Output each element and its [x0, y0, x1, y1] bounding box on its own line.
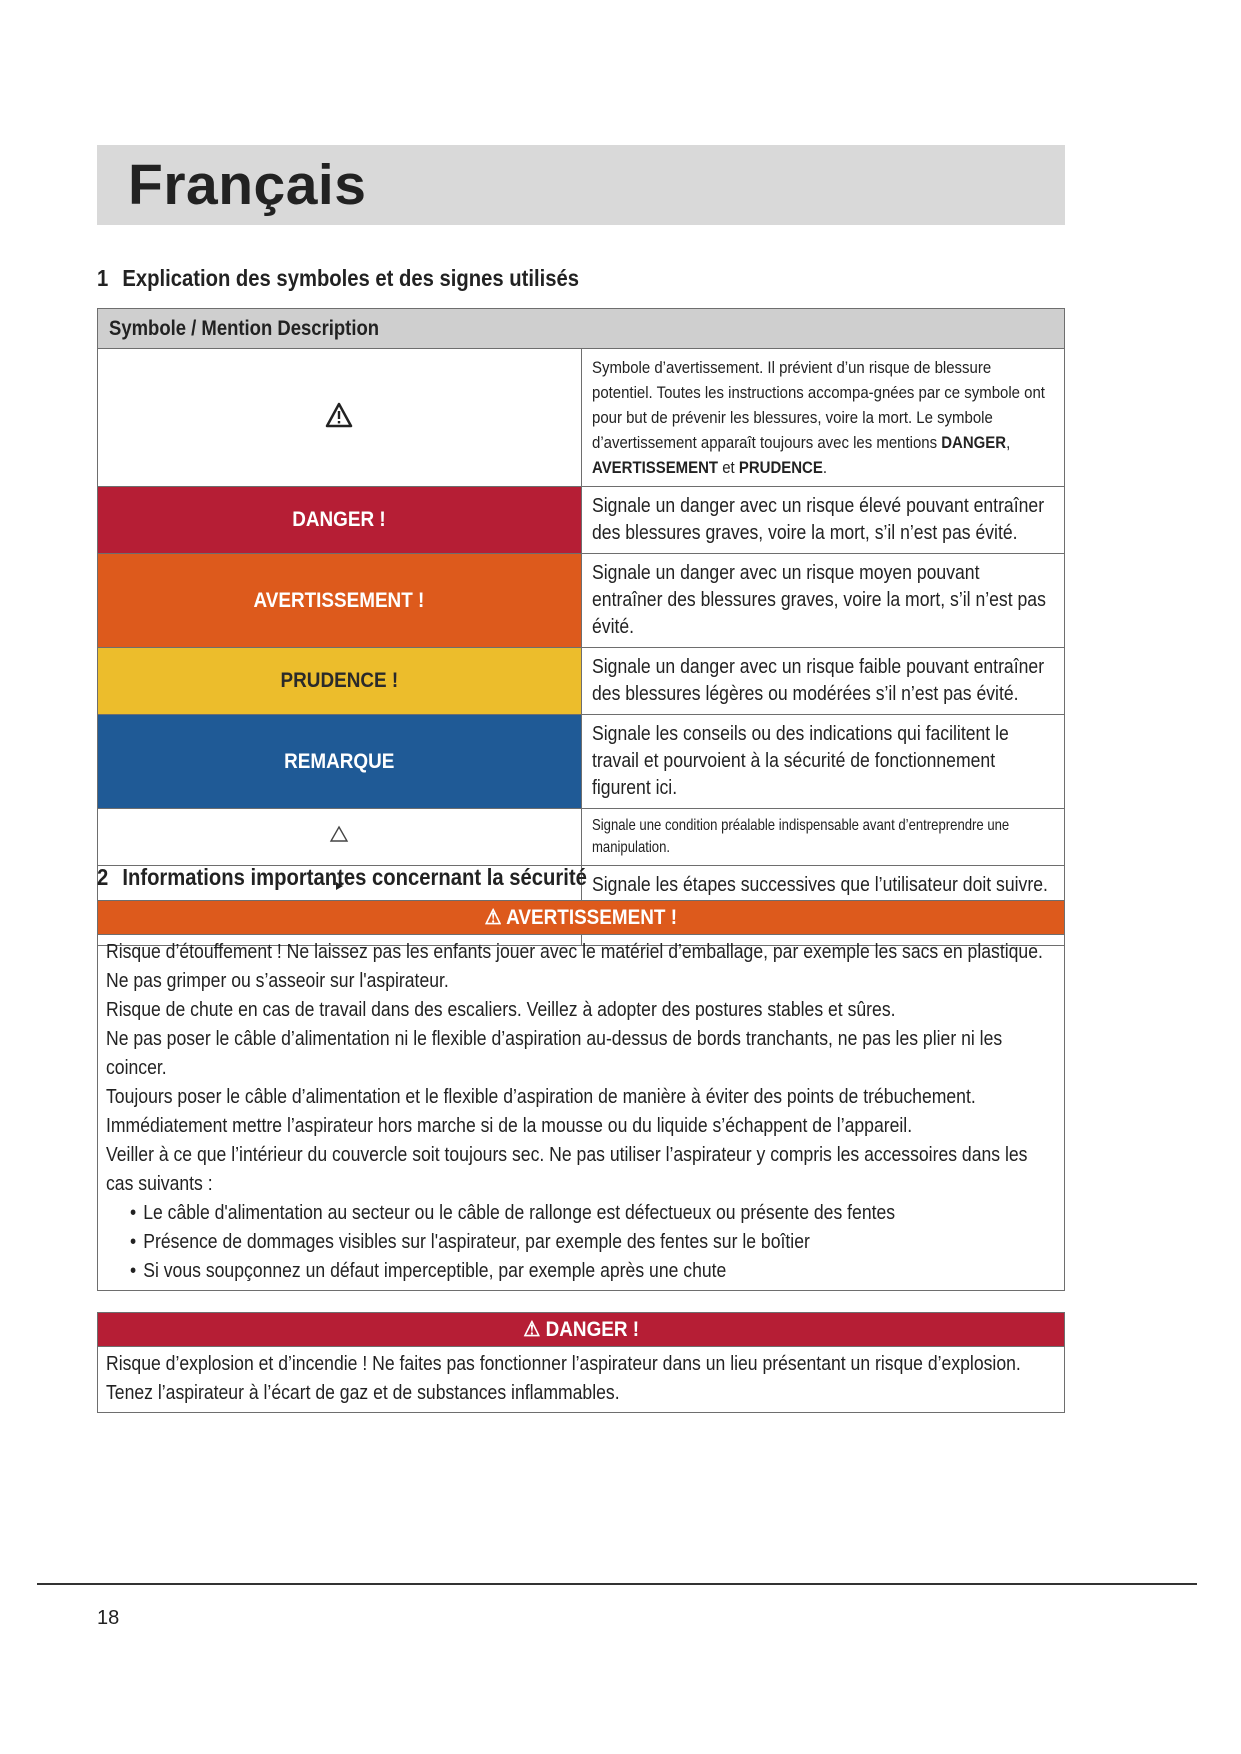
warning-line: Risque d’étouffement ! Ne laissez pas les enfants jouer avec le matériel d’emballage, par exemple les sacs en plastique.: [106, 941, 1043, 963]
symbol-cell: [98, 809, 582, 866]
table-row: [98, 487, 1065, 554]
table-row: [98, 554, 1065, 648]
warning-line: Risque de chute en cas de travail dans des escaliers. Veillez à adopter des postures stables et sûres.: [106, 999, 896, 1021]
footer-divider: [37, 1583, 1197, 1585]
symbols-table: [97, 308, 1065, 946]
caution-label: PRUDENCE !: [280, 669, 399, 692]
warning-line: Ne pas grimper ou s’asseoir sur l'aspirateur.: [106, 970, 449, 992]
warning-line: Veiller à ce que l’intérieur du couvercle soit toujours sec. Ne pas utiliser l’aspirateur y compris les accessoires dans les cas suivants :: [106, 1144, 1028, 1195]
table-header: Symbole / Mention Description: [98, 309, 1065, 349]
description-cell: Signale les conseils ou des indications qui facilitent le travail et pourvoient à la sécurité de fonctionnement figurent ici.: [581, 715, 1065, 809]
table-row: [98, 809, 1065, 866]
danger-box-header: [98, 1313, 1064, 1347]
notice-label: REMARQUE: [284, 749, 395, 773]
section-1-title: Explication des symboles et des signes utilisés: [122, 265, 580, 291]
warning-box-title: ⚠ AVERTISSEMENT !: [484, 906, 678, 929]
section-2-title: Informations importantes concernant la sécurité: [122, 864, 587, 890]
page-title: Français: [128, 153, 367, 217]
description-cell: Signale un danger avec un risque moyen pouvant entraîner des blessures graves, voire la mort, s’il n’est pas évité.: [581, 554, 1065, 648]
table-row: [98, 715, 1065, 809]
outline-triangle-icon: [329, 825, 349, 843]
danger-box-title: ⚠ DANGER !: [523, 1318, 639, 1341]
danger-line: Tenez l’aspirateur à l’écart de gaz et de substances inflammables.: [106, 1382, 620, 1404]
section-1-heading: [97, 265, 579, 292]
danger-label-cell: [98, 487, 582, 554]
warning-box-body: [98, 935, 1064, 1290]
danger-label: DANGER !: [292, 508, 386, 531]
section-2-heading: [97, 864, 587, 891]
table-row: [98, 648, 1065, 715]
table-header-row: [98, 309, 1065, 349]
warning-bullet-list: [106, 1199, 1056, 1286]
warning-triangle-icon: [325, 402, 353, 428]
warning-label: AVERTISSEMENT !: [253, 588, 425, 612]
symbol-cell: [98, 349, 582, 487]
section-2-number: 2: [97, 864, 109, 890]
title-band: [97, 145, 1065, 225]
list-item: • Présence de dommages visibles sur l'aspirateur, par exemple des fentes sur le boîtier: [130, 1228, 1051, 1257]
section-1-number: 1: [97, 265, 109, 291]
warning-label-cell: [98, 554, 582, 648]
page-number: 18: [97, 1607, 120, 1629]
warning-box: [97, 900, 1065, 1291]
notice-label-cell: [98, 715, 582, 809]
warning-line: Toujours poser le câble d’alimentation et le flexible d’aspiration de manière à éviter des points de trébuchement.: [106, 1086, 976, 1108]
description-cell: Signale un danger avec un risque faible pouvant entraîner des blessures légères ou modérées s’il n’est pas évité.: [581, 648, 1065, 715]
description-cell: Symbole d’avertissement. Il prévient d’un risque de blessure potentiel. Toutes les instructions accompa-gnées par ce symbole ont pour but de prévenir les blessures, voire la mort. Le symbole d’avertissement apparaît toujours avec les mentions DANGER, AVERTISSEMENT et PRUDENCE.: [581, 349, 1065, 487]
warning-box-header: [98, 901, 1064, 935]
description-cell: Signale les étapes successives que l’utilisateur doit suivre.: [581, 866, 1065, 906]
warning-line: Ne pas poser le câble d’alimentation ni le flexible d’aspiration au-dessus de bords tranchants, ne pas les plier ni les coincer.: [106, 1028, 1003, 1079]
danger-line: Risque d’explosion et d’incendie ! Ne faites pas fonctionner l’aspirateur dans un lieu présentant un risque d’explosion.: [106, 1353, 1021, 1375]
list-item: • Le câble d'alimentation au secteur ou le câble de rallonge est défectueux ou présente des fentes: [130, 1199, 1051, 1228]
danger-box: [97, 1312, 1065, 1413]
warning-line: Immédiatement mettre l’aspirateur hors marche si de la mousse ou du liquide s’échappent de l’appareil.: [106, 1115, 913, 1137]
description-cell: Signale un danger avec un risque élevé pouvant entraîner des blessures graves, voire la mort, s’il n’est pas évité.: [581, 487, 1065, 554]
caution-label-cell: [98, 648, 582, 715]
table-row: [98, 349, 1065, 487]
danger-box-body: [98, 1347, 1064, 1412]
description-cell: Signale une condition préalable indispensable avant d’entreprendre une manipulation.: [581, 809, 1065, 866]
list-item: • Si vous soupçonnez un défaut imperceptible, par exemple après une chute: [130, 1257, 1051, 1286]
